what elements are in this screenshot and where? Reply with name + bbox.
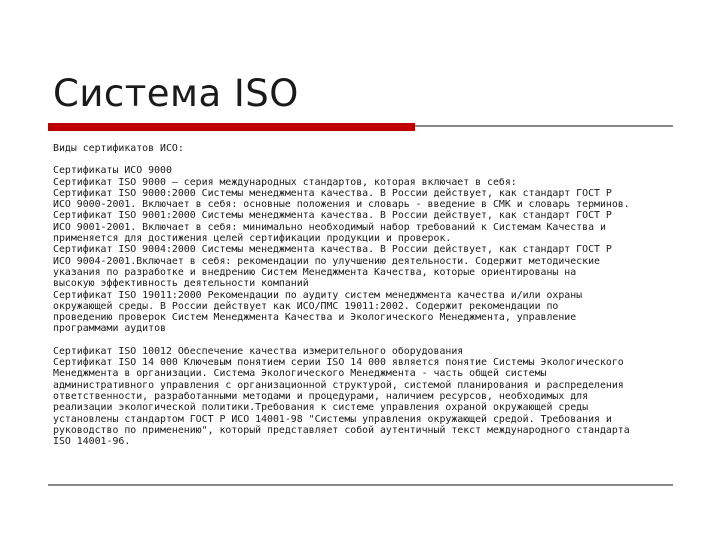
intro-line: Виды сертификатов ИСО: xyxy=(53,143,184,154)
list-item: Сертификаты ИСО 9000 xyxy=(53,165,172,177)
footer-divider-line xyxy=(48,484,673,486)
list-item: Сертификат ISO 9000 – серия международных стандартов, которая включает в себя: xyxy=(53,176,517,188)
slide-body xyxy=(53,143,673,447)
list-item: Сертификат ISO 19011:2000 Рекомендации по аудиту систем менеджмента качества и/или охраны окружающей среды. В России действует как ИСО/ПМС 19011:2002. Содержит рекомендации по проведению проверок Систем Менеджмента Качества и Экологического Менеджмента, управление программами аудитов xyxy=(53,289,583,335)
list-item: Сертификат ISO 9001:2000 Системы менеджмента качества. В России действует, как стандарт ГОСТ Р ИСО 9001-2001. Включает в себя: минимально необходимый набор требований к Системам Качества и применяется для достижения целей сертификации продукции и проверок. xyxy=(53,210,612,245)
list-item: Сертификат ISO 10012 Обеспечение качества измерительного оборудования xyxy=(53,345,464,357)
spacer xyxy=(53,335,673,346)
title-accent-bar xyxy=(48,123,415,131)
list-item: Сертификат ISO 9004:2000 Системы менеджмента качества. В России действует, как стандарт ГОСТ Р ИСО 9004-2001.Включает в себя: рекомендации по улучшению деятельности. Содержит методические указания по разработке и внедрению Систем Менеджмента Качества, которые ориентированы на высокую эффективность деятельности компаний xyxy=(53,244,612,290)
list-item: Сертификат ISO 14 000 Ключевым понятием серии ISO 14 000 является понятие Системы Экологического Менеджмента в организации. Система Экологического Менеджмента - часть общей системы административного управления с организационной структурой, системой планирования и распределения ответственности, разработанными методами и процедурами, наличием ресурсов, необходимых для реализации экологической политики.Требования к системе управления охраной окружающей среды установлены стандартом ГОСТ Р ИСО 14001-98 "Системы управления окружающей средой. Требования и руководство по применению", который представляет собой аутентичный текст международного стандарта ISO 14001-96. xyxy=(53,357,630,448)
slide-title: Система ISO xyxy=(53,72,299,115)
list-item: Сертификат ISO 9000:2000 Системы менеджмента качества. В России действует, как стандарт ГОСТ Р ИСО 9000-2001. Включает в себя: основные положения и словарь - введение в СМК и словарь терминов. xyxy=(53,187,630,211)
spacer xyxy=(53,154,673,165)
